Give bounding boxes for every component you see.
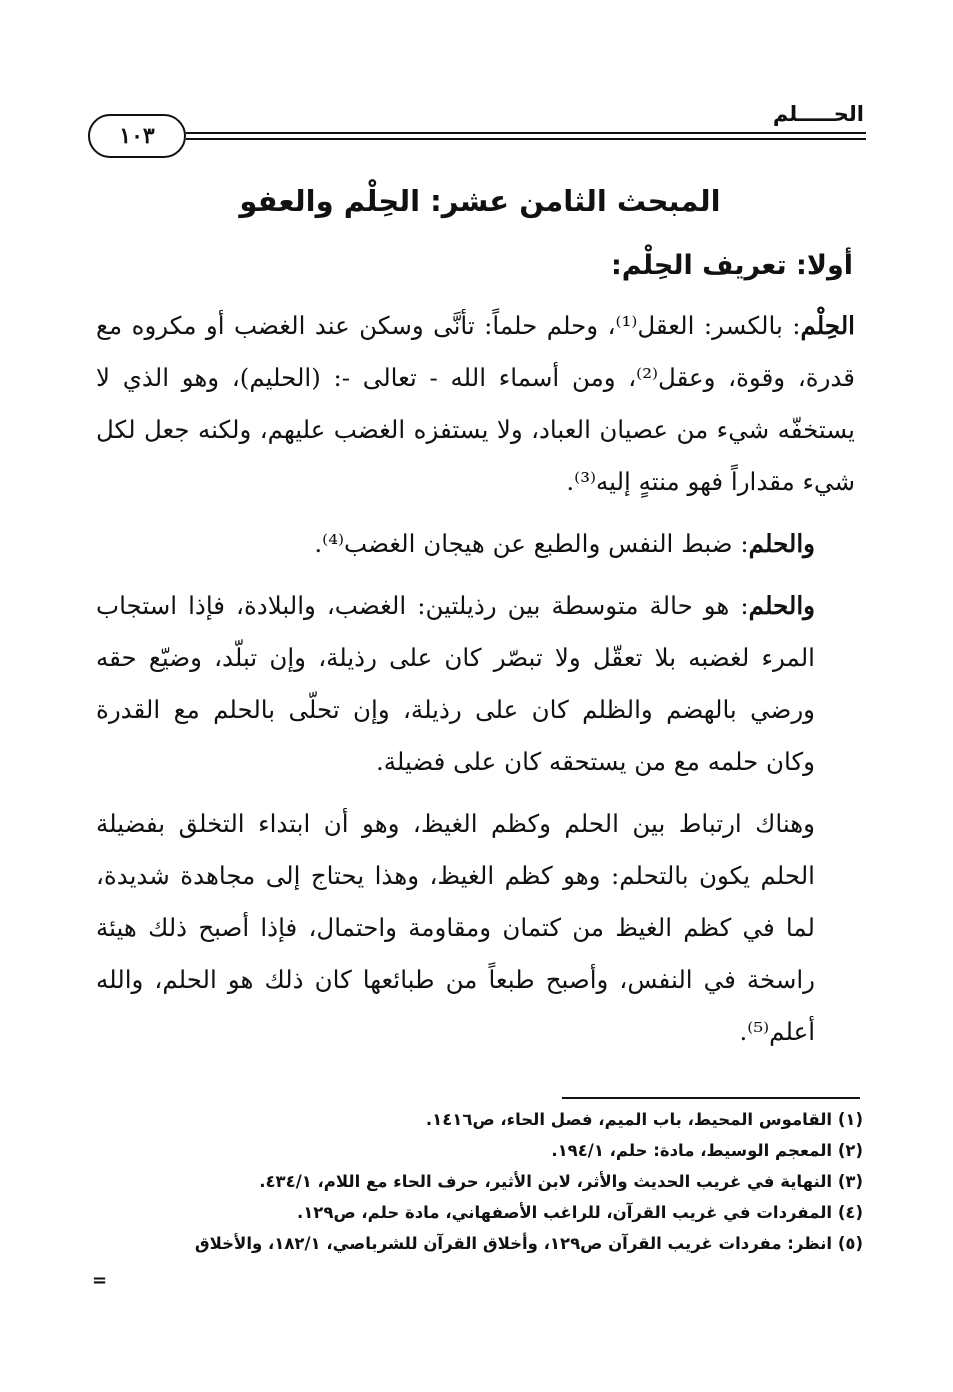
header-rule-thin — [186, 138, 866, 140]
footnote-separator — [562, 1097, 860, 1099]
footnote: (١) القاموس المحيط، باب الميم، فصل الحاء، ص١٤١٦. — [425, 1110, 863, 1129]
section-subtitle: أولا: تعريف الحِلْم: — [610, 250, 853, 281]
paragraph-lead: الحِلْم — [800, 311, 855, 340]
paragraph-lead: والحلم — [748, 591, 815, 620]
footnote: (٢) المعجم الوسيط، مادة: حلم، ١٩٤/١. — [551, 1141, 863, 1160]
footnote: (٤) المفردات في غريب القرآن، للراغب الأصفهاني، مادة حلم، ص١٢٩. — [296, 1203, 863, 1222]
body-text — [96, 300, 855, 1068]
paragraph-text: : ضبط النفس والطبع عن هيجان الغضب⁽⁴⁾. — [314, 529, 749, 558]
section-title: المبحث الثامن عشر: الحِلْم والعفو — [239, 184, 721, 218]
paragraph-text: : هو حالة متوسطة بين رذيلتين: الغضب، والبلادة، فإذا استجاب المرء لغضبه بلا تعقّل ولا تبصّر كان على رذيلة، وإن تبلّد، وضيّع حقه ورضي بالهضم والظلم كان على رذيلة، وإن تحلّى بالحلم مع القدرة وكان حلمه مع من يستحقه كان على فضيلة. — [96, 591, 815, 776]
running-title: الحـــــلم — [763, 102, 864, 126]
page-header — [88, 102, 866, 164]
page-number: ١٠٣ — [88, 114, 186, 158]
paragraph — [96, 300, 855, 508]
paragraph — [96, 580, 855, 788]
paragraph-lead: والحلم — [748, 529, 815, 558]
paragraph — [96, 518, 855, 570]
paragraph — [96, 798, 855, 1058]
continuation-mark: = — [92, 1270, 108, 1291]
header-rule — [186, 132, 866, 134]
paragraph-text: وهناك ارتباط بين الحلم وكظم الغيظ، وهو أن ابتداء التخلق بفضيلة الحلم يكون بالتحلم: وهو كظم الغيظ، وهذا يحتاج إلى مجاهدة شديدة، لما في كظم الغيظ من كتمان ومقاومة واحتمال، فإذا أصبح ذلك هيئة راسخة في النفس، وأصبح طبعاً من طبائعها كان ذلك هو الحلم، والله أعلم⁽⁵⁾. — [96, 809, 815, 1046]
footnote: (٣) النهاية في غريب الحديث والأثر، لابن الأثير، حرف الحاء مع اللام، ٤٣٤/١. — [259, 1172, 863, 1191]
footnotes — [90, 1104, 863, 1259]
footnote: (٥) انظر: مفردات غريب القرآن ص١٢٩، وأخلاق القرآن للشرباصي، ١٨٢/١، والأخلاق — [194, 1234, 863, 1253]
paragraph-text: : بالكسر: العقل⁽¹⁾، وحلم حلماً: تأنَّى وسكن عند الغضب أو مكروه مع قدرة، وقوة، وعقل⁽²⁾، ومن أسماء الله - تعالى -: (الحليم)، وهو الذي لا يستخفّه شيء من عصيان العباد، ولا يستفزه الغضب عليهم، ولكنه جعل لكل شيء مقداراً فهو منتهٍ إليه⁽³⁾. — [96, 311, 855, 496]
